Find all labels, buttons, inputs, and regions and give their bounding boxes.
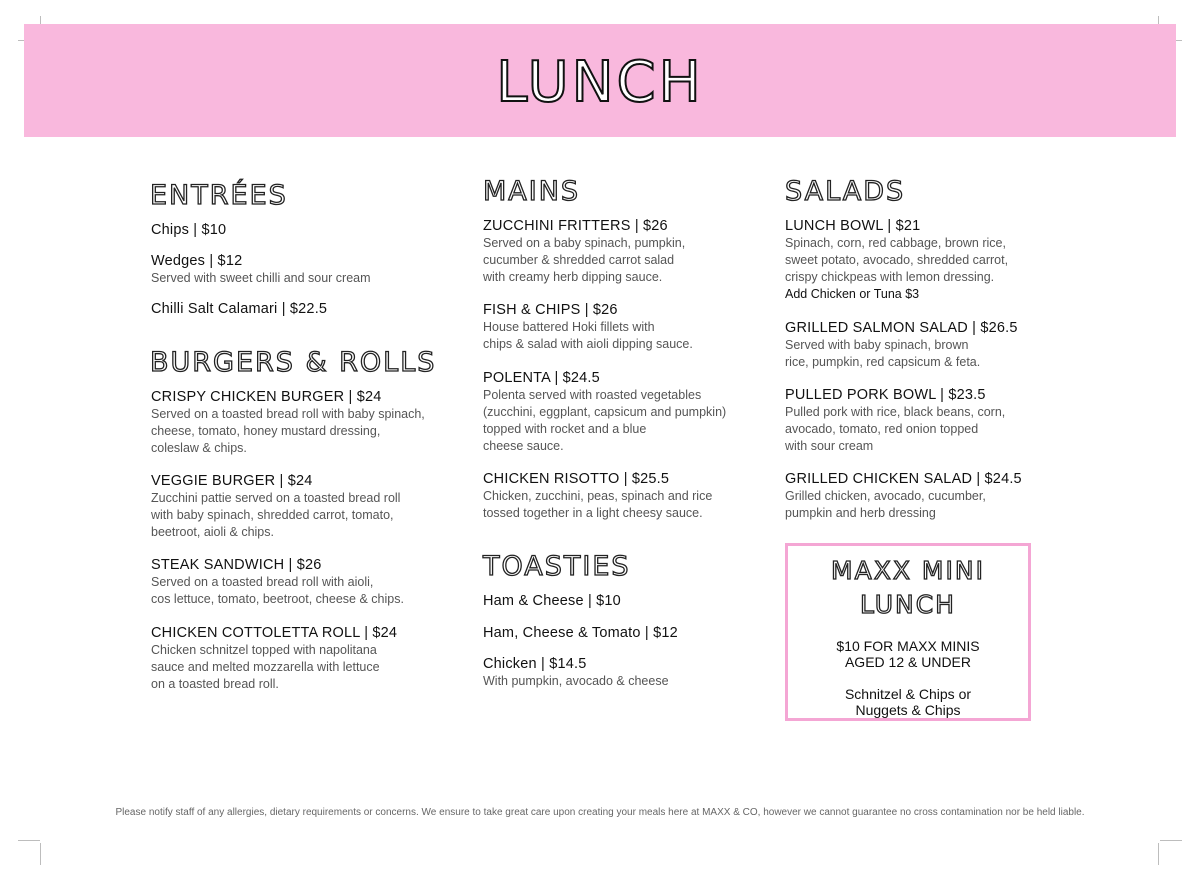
- item-name: VEGGIE BURGER | $24: [151, 473, 313, 489]
- item-description: (zucchini, eggplant, capsicum and pumpkin): [483, 405, 727, 419]
- item-description: crispy chickpeas with lemon dressing.: [785, 270, 995, 284]
- item-description: cos lettuce, tomato, beetroot, cheese & chips.: [151, 592, 404, 606]
- menu-item: [151, 301, 327, 318]
- item-name: Chilli Salt Calamari | $22.5: [151, 301, 328, 317]
- item-name: CHICKEN RISOTTO | $25.5: [483, 471, 670, 487]
- item-description: with sour cream: [785, 439, 874, 453]
- menu-item: [785, 320, 1018, 371]
- page-title: LUNCH: [496, 50, 704, 115]
- item-name: Ham, Cheese & Tomato | $12: [483, 625, 678, 641]
- item-description: on a toasted bread roll.: [151, 677, 279, 691]
- menu-item: [151, 557, 404, 608]
- menu-item: [151, 625, 397, 693]
- item-description: Served on a toasted bread roll with baby spinach,: [151, 407, 425, 421]
- kids-title-line: LUNCH: [860, 590, 956, 619]
- kids-offer-line: AGED 12 & UNDER: [844, 654, 972, 670]
- item-description: Served with baby spinach, brown: [785, 338, 969, 352]
- item-name: STEAK SANDWICH | $26: [151, 557, 322, 573]
- section-title-salads: SALADS: [785, 176, 906, 207]
- section-title-entrees: ENTRÉES: [150, 180, 288, 211]
- item-description: topped with rocket and a blue: [483, 422, 647, 436]
- item-description: tossed together in a light cheesy sauce.: [483, 506, 703, 520]
- item-description: Served with sweet chilli and sour cream: [151, 271, 371, 285]
- item-description: Served on a toasted bread roll with aioli,: [151, 575, 374, 589]
- item-description: with creamy herb dipping sauce.: [483, 270, 663, 284]
- item-name: Ham & Cheese | $10: [483, 593, 621, 609]
- item-add-on: Add Chicken or Tuna $3: [785, 287, 920, 301]
- item-description: cheese sauce.: [483, 439, 564, 453]
- item-name: PULLED PORK BOWL | $23.5: [785, 387, 986, 403]
- section-title-mains: MAINS: [483, 176, 581, 207]
- item-description: Chicken schnitzel topped with napolitana: [151, 643, 377, 657]
- menu-item: [483, 625, 678, 642]
- menu-item: [785, 387, 1005, 455]
- item-description: sauce and melted mozzarella with lettuce: [151, 660, 380, 674]
- item-description: cheese, tomato, honey mustard dressing,: [151, 424, 381, 438]
- item-name: LUNCH BOWL | $21: [785, 218, 921, 234]
- section-title-burgers: BURGERS & ROLLS: [150, 347, 437, 378]
- menu-item: [483, 656, 669, 690]
- menu-item: [151, 222, 226, 239]
- menu-item: [483, 593, 621, 610]
- item-description: Polenta served with roasted vegetables: [483, 388, 702, 402]
- menu-item: [483, 370, 726, 455]
- item-description: Zucchini pattie served on a toasted bread roll: [151, 491, 401, 505]
- item-name: POLENTA | $24.5: [483, 370, 600, 386]
- item-name: GRILLED CHICKEN SALAD | $24.5: [785, 471, 1022, 487]
- item-description: Grilled chicken, avocado, cucumber,: [785, 489, 986, 503]
- kids-offer-line: $10 FOR MAXX MINIS: [836, 638, 980, 654]
- item-name: Chips | $10: [151, 222, 227, 238]
- item-name: GRILLED SALMON SALAD | $26.5: [785, 320, 1018, 336]
- crop-mark: [1160, 840, 1182, 841]
- item-description: House battered Hoki fillets with: [483, 320, 655, 334]
- menu-item: [151, 473, 400, 541]
- allergy-disclaimer: Please notify staff of any allergies, dietary requirements or concerns. We ensure to take great care upon creating your meals here at MAXX & CO, however we cannot guarantee no cross contamination nor be held liable.: [115, 807, 1085, 818]
- item-description: beetroot, aioli & chips.: [151, 525, 274, 539]
- crop-mark: [1158, 843, 1159, 865]
- kids-option-line: Schnitzel & Chips or: [844, 686, 972, 702]
- kids-menu-title: [788, 554, 1028, 622]
- item-name: CRISPY CHICKEN BURGER | $24: [151, 389, 382, 405]
- item-description: Spinach, corn, red cabbage, brown rice,: [785, 236, 1006, 250]
- crop-mark: [40, 843, 41, 865]
- item-description: rice, pumpkin, red capsicum & feta.: [785, 355, 981, 369]
- item-name: ZUCCHINI FRITTERS | $26: [483, 218, 668, 234]
- menu-item: [483, 302, 693, 353]
- menu-item: [483, 218, 685, 286]
- item-description: coleslaw & chips.: [151, 441, 247, 455]
- section-title-toasties: TOASTIES: [483, 551, 631, 582]
- item-description: pumpkin and herb dressing: [785, 506, 936, 520]
- kids-menu-box: [785, 543, 1031, 721]
- item-description: sweet potato, avocado, shredded carrot,: [785, 253, 1009, 267]
- item-description: cucumber & shredded carrot salad: [483, 253, 675, 267]
- menu-item: [483, 471, 712, 522]
- kids-option-line: Nuggets & Chips: [855, 702, 961, 718]
- item-name: Wedges | $12: [151, 253, 243, 269]
- item-description: Chicken, zucchini, peas, spinach and rice: [483, 489, 713, 503]
- crop-mark: [18, 840, 40, 841]
- item-description: Served on a baby spinach, pumpkin,: [483, 236, 686, 250]
- menu-item: [785, 471, 1022, 522]
- item-description: Pulled pork with rice, black beans, corn,: [785, 405, 1006, 419]
- menu-item: [151, 389, 425, 457]
- item-description: With pumpkin, avocado & cheese: [483, 674, 669, 688]
- menu-item: [785, 218, 1008, 303]
- kids-title-line: MAXX MINI: [831, 556, 985, 585]
- menu-item: [151, 253, 371, 287]
- item-name: Chicken | $14.5: [483, 656, 587, 672]
- item-name: CHICKEN COTTOLETTA ROLL | $24: [151, 625, 398, 641]
- item-description: with baby spinach, shredded carrot, tomato,: [151, 508, 394, 522]
- item-name: FISH & CHIPS | $26: [483, 302, 618, 318]
- item-description: chips & salad with aioli dipping sauce.: [483, 337, 693, 351]
- item-description: avocado, tomato, red onion topped: [785, 422, 979, 436]
